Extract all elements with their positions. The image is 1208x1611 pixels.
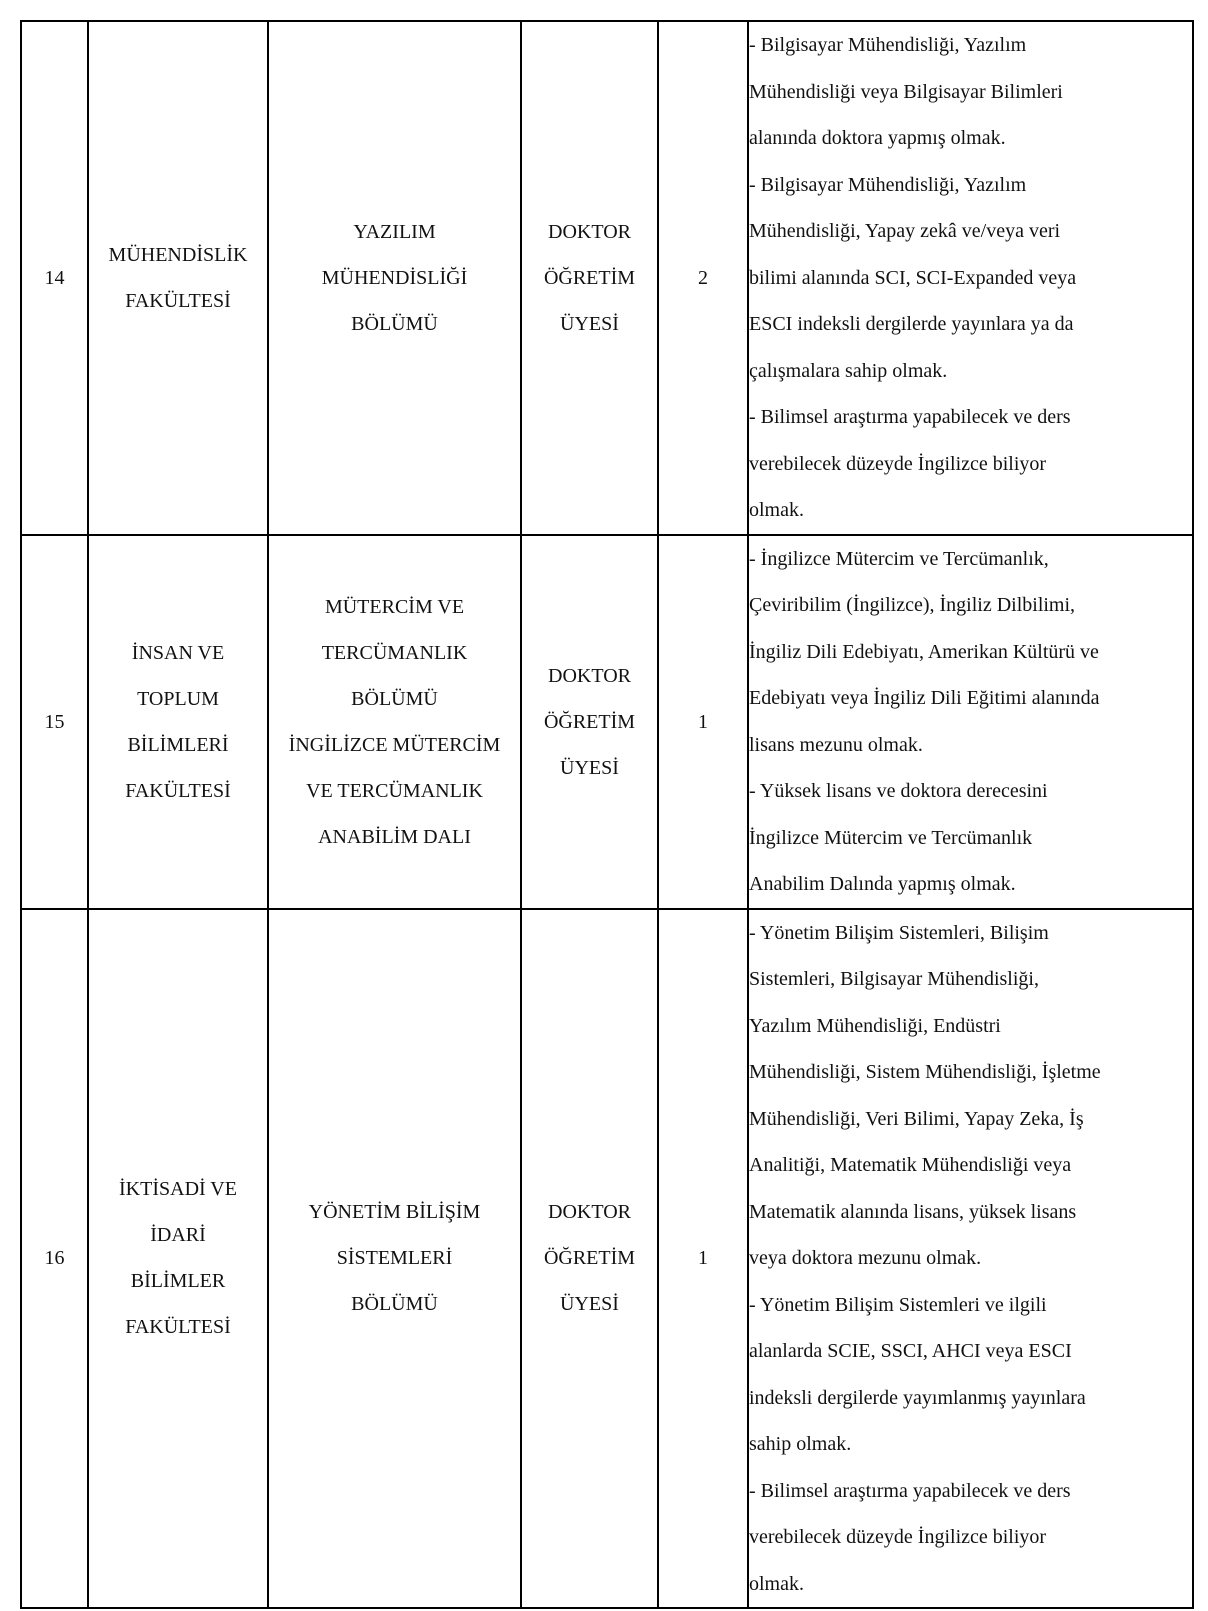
position-count: 1: [698, 710, 708, 733]
department-name-line: TERCÜMANLIK: [321, 641, 468, 664]
requirement-line: ESCI indeksli dergilerde yayınlara ya da: [749, 313, 1074, 335]
requirement-line: olmak.: [749, 1572, 804, 1595]
requirement-line: verebilecek düzeyde İngilizce biliyor: [749, 452, 1047, 475]
requirement-line: Anabilim Dalında yapmış olmak.: [749, 873, 1016, 895]
row-number-cell: [21, 535, 88, 909]
faculty-cell: [88, 535, 268, 909]
requirement-line: Mühendisliği, Yapay zekâ ve/veya veri: [749, 220, 1061, 242]
title-cell: [521, 21, 658, 535]
requirement-line: Çeviribilim (İngilizce), İngiliz Dilbilimi,: [749, 594, 1076, 616]
requirement-line: bilimi alanında SCI, SCI-Expanded veya: [749, 266, 1077, 289]
position-count-cell: [658, 909, 748, 1609]
faculty-cell: [88, 909, 268, 1609]
requirement-line: Yazılım Mühendisliği, Endüstri: [749, 1014, 1001, 1037]
faculty-name-line: İDARİ: [150, 1224, 206, 1247]
academic-title-line: ÖĞRETİM: [543, 1247, 636, 1270]
faculty-name-line: BİLİMLERİ: [127, 733, 229, 756]
requirement-line: İngilizce Mütercim ve Tercümanlık: [749, 826, 1033, 849]
requirement-line: - Bilimsel araştırma yapabilecek ve ders: [749, 1479, 1071, 1502]
table-body: [21, 21, 1193, 1608]
requirement-line: - İngilizce Mütercim ve Tercümanlık,: [749, 547, 1049, 570]
department-name-line: BÖLÜMÜ: [351, 312, 438, 335]
requirement-line: olmak.: [749, 499, 804, 521]
requirement-line: Mühendisliği, Sistem Mühendisliği, İşletme: [749, 1061, 1101, 1083]
department-cell: [268, 535, 521, 909]
department-name-line: BÖLÜMÜ: [351, 687, 438, 710]
academic-title-line: DOKTOR: [548, 220, 631, 243]
academic-title-line: ÜYESİ: [560, 1293, 619, 1316]
requirements-cell: [748, 21, 1193, 535]
department-name-line: SİSTEMLERİ: [336, 1247, 453, 1270]
requirement-line: veya doktora mezunu olmak.: [749, 1247, 982, 1269]
requirement-line: alanlarda SCIE, SSCI, AHCI veya ESCI: [749, 1340, 1072, 1362]
requirement-line: Matematik alanında lisans, yüksek lisans: [749, 1200, 1077, 1223]
row-number-cell: [21, 909, 88, 1609]
requirement-line: - Bilgisayar Mühendisliği, Yazılım: [749, 173, 1027, 196]
title-cell: [521, 909, 658, 1609]
department-name-line: YÖNETİM BİLİŞİM: [308, 1201, 481, 1224]
requirement-line: - Yönetim Bilişim Sistemleri ve ilgili: [749, 1293, 1047, 1316]
department-name-line: VE TERCÜMANLIK: [306, 779, 483, 802]
requirement-line: İngiliz Dili Edebiyatı, Amerikan Kültürü ve: [749, 640, 1099, 663]
requirement-line: verebilecek düzeyde İngilizce biliyor: [749, 1526, 1047, 1548]
academic-title-line: ÜYESİ: [560, 312, 619, 335]
requirement-line: çalışmalara sahip olmak.: [749, 359, 948, 382]
position-count: 2: [698, 266, 708, 289]
academic-title-line: ÖĞRETİM: [543, 710, 636, 733]
requirement-line: sahip olmak.: [749, 1433, 852, 1455]
faculty-name-line: FAKÜLTESİ: [125, 1316, 231, 1339]
row-number: 14: [44, 266, 65, 289]
academic-title-line: ÖĞRETİM: [543, 266, 636, 289]
department-cell: [268, 909, 521, 1609]
positions-table: [20, 20, 1194, 1609]
requirement-line: - Bilimsel araştırma yapabilecek ve ders: [749, 406, 1071, 428]
requirement-line: Analitiği, Matematik Mühendisliği veya: [749, 1154, 1072, 1176]
academic-title-line: ÜYESİ: [560, 756, 619, 779]
position-count: 1: [698, 1247, 708, 1270]
department-name-line: MÜTERCİM VE: [324, 595, 465, 618]
requirement-line: Mühendisliği, Veri Bilimi, Yapay Zeka, İş: [749, 1107, 1084, 1130]
department-name-line: ANABİLİM DALI: [318, 825, 471, 848]
department-cell: [268, 21, 521, 535]
academic-title-line: DOKTOR: [548, 664, 631, 687]
position-count-cell: [658, 535, 748, 909]
academic-title-line: DOKTOR: [548, 1201, 631, 1224]
requirement-line: - Yüksek lisans ve doktora derecesini: [749, 780, 1048, 802]
department-name-line: MÜHENDİSLİĞİ: [321, 266, 468, 289]
faculty-cell: [88, 21, 268, 535]
requirement-line: - Yönetim Bilişim Sistemleri, Bilişim: [749, 921, 1049, 944]
faculty-name-line: FAKÜLTESİ: [125, 779, 231, 802]
faculty-name-line: İNSAN VE: [131, 641, 225, 664]
requirement-line: Sistemleri, Bilgisayar Mühendisliği,: [749, 968, 1039, 990]
table-row: [21, 535, 1193, 909]
table-row: [21, 21, 1193, 535]
row-number-cell: [21, 21, 88, 535]
faculty-name-line: TOPLUM: [137, 687, 219, 710]
title-cell: [521, 535, 658, 909]
department-name-line: YAZILIM: [353, 220, 436, 243]
requirement-line: lisans mezunu olmak.: [749, 733, 923, 756]
department-name-line: İNGİLİZCE MÜTERCİM: [288, 733, 501, 756]
faculty-name-line: İKTİSADİ VE: [119, 1178, 237, 1201]
requirement-line: alanında doktora yapmış olmak.: [749, 127, 1006, 149]
faculty-name-line: MÜHENDİSLİK: [108, 243, 248, 266]
requirements-cell: [748, 535, 1193, 909]
faculty-name-line: BİLİMLER: [130, 1270, 226, 1293]
row-number: 15: [44, 710, 65, 733]
position-count-cell: [658, 21, 748, 535]
department-name-line: BÖLÜMÜ: [351, 1293, 438, 1316]
row-number: 16: [44, 1247, 65, 1270]
requirement-line: indeksli dergilerde yayımlanmış yayınlara: [749, 1386, 1086, 1409]
table-row: [21, 909, 1193, 1609]
requirement-line: Mühendisliği veya Bilgisayar Bilimleri: [749, 80, 1063, 103]
faculty-name-line: FAKÜLTESİ: [125, 289, 231, 312]
requirements-cell: [748, 909, 1193, 1609]
requirement-line: Edebiyatı veya İngiliz Dili Eğitimi alanında: [749, 687, 1100, 709]
requirement-line: - Bilgisayar Mühendisliği, Yazılım: [749, 34, 1027, 56]
